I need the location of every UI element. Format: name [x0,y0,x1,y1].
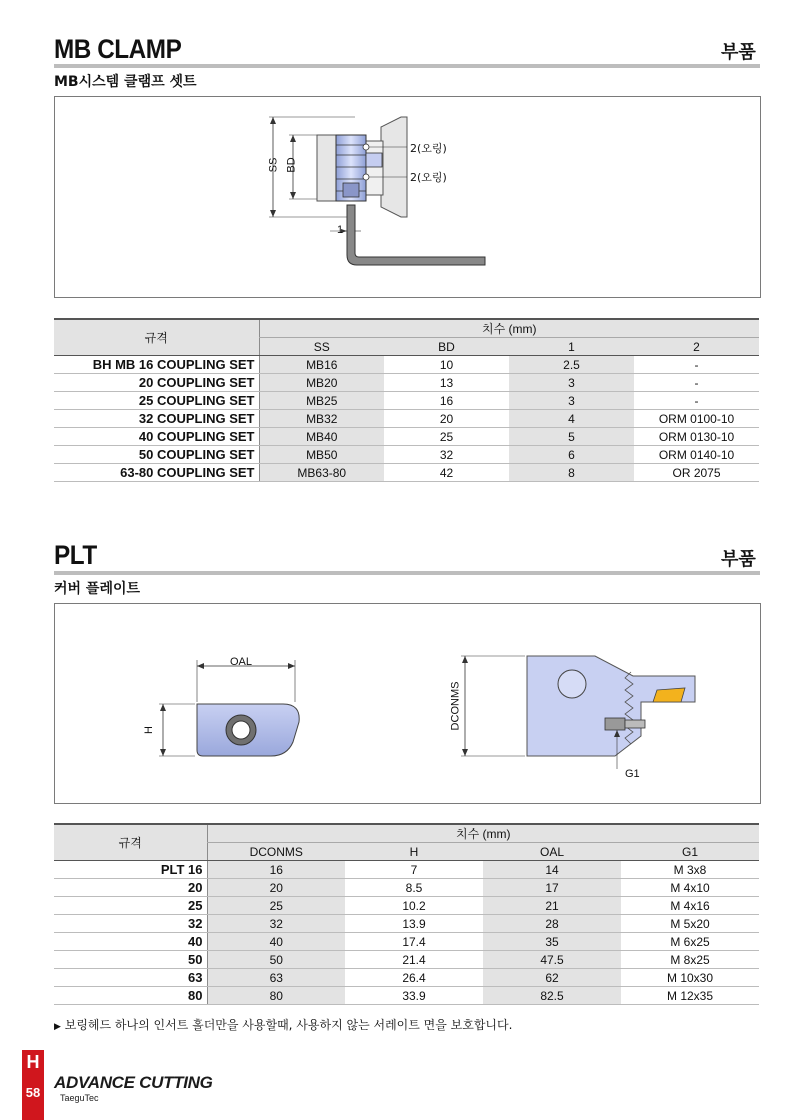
plt-cell-g1: M 6x25 [621,933,759,951]
mb-category-label: 부품 [721,42,756,63]
mb-row-name: 40 COUPLING SET [54,428,259,446]
plt-cell-g1: M 5x20 [621,915,759,933]
plt-cell-oal: 82.5 [483,987,621,1005]
mb-cell-2: - [634,392,759,410]
plt-subtitle: 커버 플레이트 [54,581,141,597]
plt-cell-h: 33.9 [345,987,483,1005]
mb-cell-ss: MB25 [259,392,384,410]
table-row [54,897,759,915]
plt-title-rule [54,571,760,575]
plt-cell-oal: 35 [483,933,621,951]
plt-drawing [55,604,760,803]
mb-row-name: 50 COUPLING SET [54,446,259,464]
table-row [54,392,759,410]
mb-oring-label-1: 2(오링) [410,142,447,155]
mb-row-name: 32 COUPLING SET [54,410,259,428]
advance-cutting-logo [54,1073,213,1103]
mb-col-ss: SS [259,338,384,356]
plt-cell-oal: 14 [483,861,621,879]
mb-cell-1: 8 [509,464,634,482]
plt-oal-label: OAL [230,656,253,668]
mb-cell-2: ORM 0140-10 [634,446,759,464]
mb-clamp-figure [54,96,761,298]
table-row [54,987,759,1005]
mb-cell-ss: MB20 [259,374,384,392]
mb-cell-1: 6 [509,446,634,464]
table-row [54,933,759,951]
table-row [54,410,759,428]
plt-cell-dconms: 40 [207,933,345,951]
plt-figure [54,603,761,804]
plt-cell-g1: M 10x30 [621,969,759,987]
plt-category-label: 부품 [721,549,756,570]
plt-row-name: 50 [54,951,207,969]
table-row [54,861,759,879]
mb-spec-header: 규격 [54,319,259,356]
logo-subtext: TaeguTec [60,1093,99,1103]
mb-subtitle: MB시스템 클램프 셋트 [54,74,197,90]
mb-cell-bd: 10 [384,356,509,374]
plt-cell-oal: 17 [483,879,621,897]
mb-bd-dim-label: BD [285,157,298,173]
mb-cell-ss: MB50 [259,446,384,464]
plt-row-name: 40 [54,933,207,951]
mb-row-name: 25 COUPLING SET [54,392,259,410]
table-row [54,428,759,446]
plt-cell-g1: M 4x16 [621,897,759,915]
plt-cell-h: 21.4 [345,951,483,969]
plt-cell-h: 17.4 [345,933,483,951]
mb-cell-bd: 42 [384,464,509,482]
plt-cell-g1: M 4x10 [621,879,759,897]
mb-row-name: BH MB 16 COUPLING SET [54,356,259,374]
plt-row-name: PLT 16 [54,861,207,879]
mb-section-title: MB CLAMP [54,34,182,64]
plt-cell-oal: 47.5 [483,951,621,969]
plt-cell-dconms: 25 [207,897,345,915]
mb-cell-2: ORM 0130-10 [634,428,759,446]
mb-clamp-drawing [55,97,760,297]
plt-cell-dconms: 16 [207,861,345,879]
plt-dim-header: 치수 (mm) [207,824,759,843]
mb-row-name: 20 COUPLING SET [54,374,259,392]
mb-spec-table [54,318,759,482]
table-row [54,374,759,392]
plt-cell-h: 10.2 [345,897,483,915]
mb-cell-bd: 20 [384,410,509,428]
plt-spec-header: 규격 [54,824,207,861]
mb-dim-header: 치수 (mm) [259,319,759,338]
plt-col-dconms: DCONMS [207,843,345,861]
mb-cell-1: 3 [509,374,634,392]
plt-cell-oal: 62 [483,969,621,987]
mb-cell-bd: 13 [384,374,509,392]
mb-cell-1: 3 [509,392,634,410]
plt-row-name: 80 [54,987,207,1005]
mb-col-1: 1 [509,338,634,356]
plt-cell-oal: 21 [483,897,621,915]
mb-oring-label-2: 2(오링) [410,171,447,184]
table-row [54,446,759,464]
plt-col-g1: G1 [621,843,759,861]
plt-section-title: PLT [54,540,97,570]
section-letter: H [26,1052,40,1072]
plt-cell-dconms: 20 [207,879,345,897]
table-row [54,356,759,374]
mb-dim1-label: 1 [337,224,344,236]
mb-cell-bd: 32 [384,446,509,464]
plt-col-oal: OAL [483,843,621,861]
plt-note [54,1016,512,1033]
mb-cell-2: - [634,374,759,392]
table-row [54,464,759,482]
mb-row-name: 63-80 COUPLING SET [54,464,259,482]
mb-col-2: 2 [634,338,759,356]
plt-cell-h: 7 [345,861,483,879]
page-number: 58 [25,1085,41,1100]
mb-ss-dim-label: SS [267,157,280,173]
table-row [54,879,759,897]
plt-cell-dconms: 63 [207,969,345,987]
plt-cell-oal: 28 [483,915,621,933]
plt-cell-dconms: 32 [207,915,345,933]
plt-g1-label: G1 [625,768,640,780]
plt-cell-dconms: 50 [207,951,345,969]
plt-note-text: 보링헤드 하나의 인서트 홀더만을 사용할때, 사용하지 않는 서레이트 면을 보호합니다. [64,1018,513,1032]
plt-spec-table [54,823,759,1005]
mb-title-rule [54,64,760,68]
table-row [54,969,759,987]
plt-row-name: 32 [54,915,207,933]
mb-col-bd: BD [384,338,509,356]
mb-cell-2: - [634,356,759,374]
plt-h-label: H [142,726,155,734]
plt-row-name: 63 [54,969,207,987]
plt-cell-g1: M 3x8 [621,861,759,879]
section-tab [22,1050,44,1120]
plt-row-name: 20 [54,879,207,897]
plt-cell-g1: M 12x35 [621,987,759,1005]
plt-col-h: H [345,843,483,861]
mb-cell-ss: MB32 [259,410,384,428]
mb-cell-1: 2.5 [509,356,634,374]
mb-cell-ss: MB40 [259,428,384,446]
mb-cell-ss: MB16 [259,356,384,374]
mb-cell-ss: MB63-80 [259,464,384,482]
mb-cell-1: 4 [509,410,634,428]
mb-cell-2: ORM 0100-10 [634,410,759,428]
plt-row-name: 25 [54,897,207,915]
triangle-bullet-icon: ▶ [54,1022,61,1032]
logo-text: ADVANCE CUTTING [54,1073,213,1092]
mb-cell-1: 5 [509,428,634,446]
table-row [54,915,759,933]
mb-cell-bd: 16 [384,392,509,410]
plt-cell-h: 26.4 [345,969,483,987]
mb-cell-2: OR 2075 [634,464,759,482]
plt-cell-g1: M 8x25 [621,951,759,969]
plt-cell-h: 8.5 [345,879,483,897]
plt-cell-dconms: 80 [207,987,345,1005]
table-row [54,951,759,969]
plt-dconms-label: DCONMS [449,681,462,731]
plt-cell-h: 13.9 [345,915,483,933]
mb-cell-bd: 25 [384,428,509,446]
